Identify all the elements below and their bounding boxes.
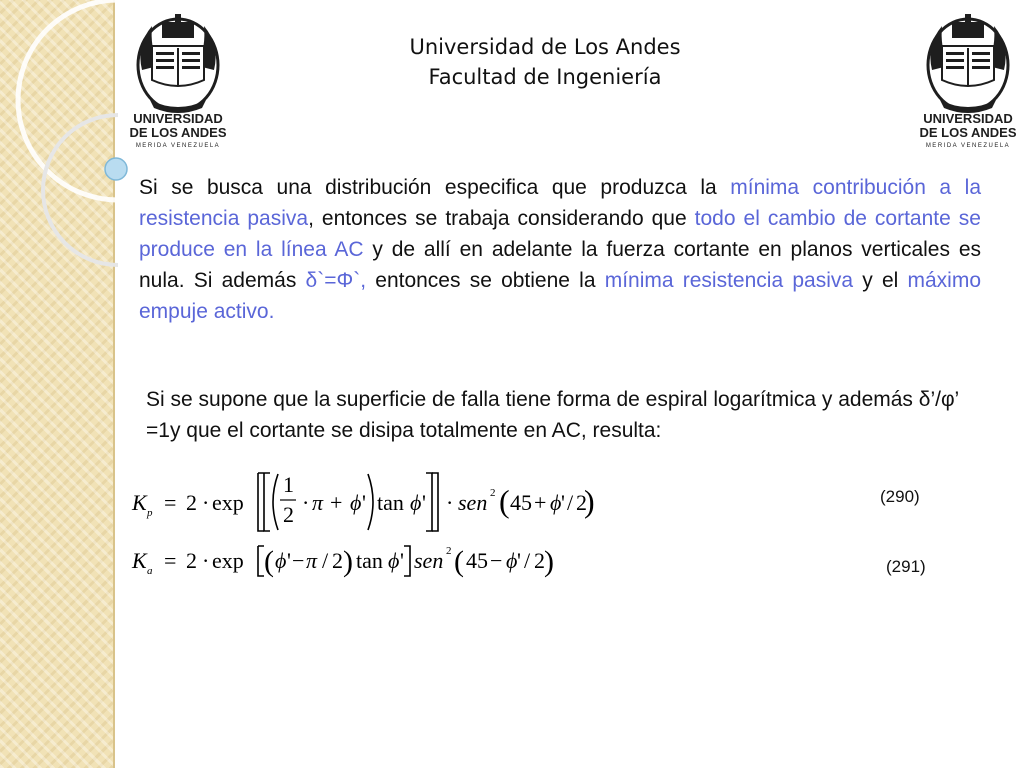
equation-number-290: (290) xyxy=(880,487,920,506)
university-logo-right xyxy=(918,10,1018,150)
svg-text:2: 2 xyxy=(490,487,496,499)
text-segment: , entonces se trabaja considerando que xyxy=(308,207,695,230)
text-segment: y de allí en adelante la fuerza cortante en planos verticales es nula. Si además xyxy=(139,238,982,292)
svg-text:sen: sen xyxy=(458,490,488,515)
svg-text:(: ( xyxy=(454,545,464,578)
logo-text-line1: UNIVERSIDAD xyxy=(923,111,1013,126)
svg-text:': ' xyxy=(561,490,565,515)
svg-text:': ' xyxy=(362,490,366,515)
svg-text:': ' xyxy=(517,548,521,573)
svg-text:/: / xyxy=(567,490,574,515)
svg-text:exp: exp xyxy=(212,548,244,573)
text-segment: entonces se obtiene la xyxy=(366,269,605,292)
svg-text:+: + xyxy=(330,490,343,515)
svg-text:ϕ: ϕ xyxy=(410,490,422,515)
svg-text:(: ( xyxy=(264,545,274,578)
highlight-shear-change: todo el cambio de cortante se produce en la línea AC xyxy=(139,207,981,261)
svg-text:): ) xyxy=(544,545,554,578)
faculty-name: Facultad de Ingeniería xyxy=(428,65,662,89)
equation-ka xyxy=(130,540,590,584)
svg-text:': ' xyxy=(400,548,404,573)
svg-text:sen: sen xyxy=(414,548,444,573)
logo-text-line2: DE LOS ANDES xyxy=(919,125,1017,140)
svg-text:ϕ: ϕ xyxy=(550,490,562,515)
svg-text:exp: exp xyxy=(212,490,244,515)
page-header xyxy=(360,32,730,92)
svg-text:tan: tan xyxy=(356,548,383,573)
text-segment: Si se busca una distribución especifica que produzca la xyxy=(139,176,731,199)
svg-text:K: K xyxy=(132,490,147,515)
svg-text:=: = xyxy=(164,490,177,515)
highlight-min-passive: mínima resistencia pasiva xyxy=(604,269,854,292)
svg-text:ϕ: ϕ xyxy=(506,548,518,573)
logo-text-line1: UNIVERSIDAD xyxy=(133,111,223,126)
svg-text:·: · xyxy=(302,490,310,515)
svg-text:π: π xyxy=(312,490,324,515)
logo-text-line2: DE LOS ANDES xyxy=(129,125,227,140)
svg-text:ϕ: ϕ xyxy=(275,548,287,573)
svg-text:2: 2 xyxy=(446,545,452,557)
highlight-delta-phi: δ`=Φ`, xyxy=(305,269,367,292)
svg-text:/: / xyxy=(524,548,531,573)
svg-text:': ' xyxy=(422,490,426,515)
svg-text:2: 2 xyxy=(332,548,343,573)
svg-text:(: ( xyxy=(499,483,510,519)
equation-number-291: (291) xyxy=(886,557,926,576)
svg-text:−: − xyxy=(292,548,305,573)
svg-text:+: + xyxy=(534,490,547,515)
svg-text:π: π xyxy=(306,548,318,573)
svg-text:−: − xyxy=(490,548,503,573)
svg-text:45: 45 xyxy=(466,548,488,573)
equation-kp xyxy=(130,466,595,536)
svg-text:): ) xyxy=(584,483,595,519)
svg-text:2: 2 xyxy=(283,502,294,527)
logo-text-location: MERIDA VENEZUELA xyxy=(925,143,1011,149)
svg-text:·: · xyxy=(202,490,210,515)
svg-text:·: · xyxy=(202,548,210,573)
decorative-dot xyxy=(105,158,127,180)
paragraph-log-spiral: Si se supone que la superficie de falla tiene forma de espiral logarítmica y además δ’/φ’ =1y que el cortante se disipa totalmente en AC, resulta: xyxy=(146,388,959,442)
svg-text:): ) xyxy=(343,545,353,578)
svg-text:a: a xyxy=(147,565,153,577)
svg-text:': ' xyxy=(287,548,291,573)
svg-text:ϕ: ϕ xyxy=(388,548,400,573)
logo-text-location: MERIDA VENEZUELA xyxy=(135,143,221,149)
paragraph-distribution xyxy=(139,172,981,327)
svg-text:2: 2 xyxy=(186,548,197,573)
svg-text:/: / xyxy=(322,548,329,573)
highlight-min-contribution: mínima contribución a la resistencia pasiva xyxy=(139,176,982,230)
svg-text:45: 45 xyxy=(510,490,532,515)
svg-text:p: p xyxy=(147,507,153,519)
svg-text:K: K xyxy=(132,548,147,573)
svg-text:=: = xyxy=(164,548,177,573)
university-logo-left xyxy=(128,10,228,150)
svg-text:tan: tan xyxy=(377,490,404,515)
svg-text:·: · xyxy=(446,490,454,515)
svg-text:2: 2 xyxy=(186,490,197,515)
university-name: Universidad de Los Andes xyxy=(409,35,681,59)
svg-text:1: 1 xyxy=(283,472,294,497)
highlight-max-active: máximo empuje activo. xyxy=(139,269,982,323)
svg-text:ϕ: ϕ xyxy=(350,490,362,515)
svg-text:2: 2 xyxy=(576,490,587,515)
svg-text:2: 2 xyxy=(534,548,545,573)
text-segment: y el xyxy=(853,269,908,292)
